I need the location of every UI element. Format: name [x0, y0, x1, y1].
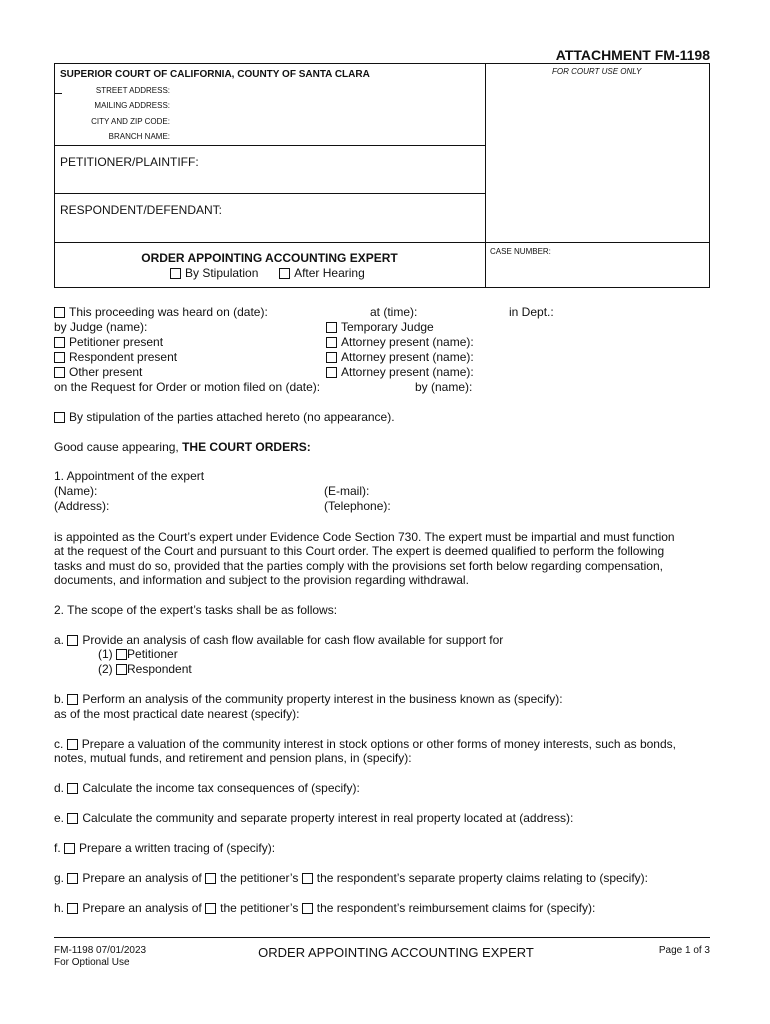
task-b-line2: as of the most practical date nearest (specify):: [54, 707, 300, 721]
attorney2-row: [326, 350, 474, 364]
task-d: [54, 781, 360, 795]
task-f-text: Prepare a written tracing of (specify):: [79, 841, 276, 855]
attorney1-label: Attorney present (name):: [341, 335, 474, 349]
attorney2-checkbox[interactable]: [326, 352, 337, 363]
petitioner-present-row: [54, 335, 163, 349]
good-cause-line: [54, 440, 311, 454]
street-address-label: STREET ADDRESS:: [95, 86, 170, 95]
task-e-text: Calculate the community and separate property interest in real property located at (address):: [82, 811, 574, 825]
task-g-text: Prepare an analysis of: [82, 871, 202, 885]
expert-name-label: (Name):: [54, 484, 98, 498]
appointment-paragraph-line: is appointed as the Court’s expert under Evidence Code Section 730. The expert must be impartial and must function: [54, 530, 675, 544]
case-number-label: CASE NUMBER:: [490, 247, 551, 256]
task-a1-checkbox[interactable]: [116, 649, 127, 660]
appointment-paragraph-line: documents, and information and subject to the provision regarding withdrawal.: [54, 573, 469, 587]
temp-judge-checkbox[interactable]: [326, 322, 337, 333]
task-h-respondent-label: the respondent’s reimbursement claims for (specify):: [316, 901, 596, 915]
task-c-label: c.: [54, 737, 64, 751]
task-c-checkbox[interactable]: [67, 739, 78, 750]
task-a1-number: (1): [98, 647, 113, 661]
respondent-present-checkbox[interactable]: [54, 352, 65, 363]
task-d-label: d.: [54, 781, 65, 795]
task-h-petitioner-label: the petitioner’s: [220, 901, 299, 915]
by-name-label: by (name):: [415, 380, 473, 394]
task-e-label: e.: [54, 811, 65, 825]
task-c-text: Prepare a valuation of the community interest in stock options or other forms of money interests, such as bonds,: [81, 737, 676, 751]
task-h-checkbox[interactable]: [67, 903, 78, 914]
petitioner-label: PETITIONER/PLAINTIFF:: [60, 155, 199, 169]
task-g: [54, 871, 648, 885]
in-dept-label: in Dept.:: [509, 305, 554, 319]
respondent-present-row: [54, 350, 177, 364]
task-c: [54, 737, 676, 751]
task-b-text: Perform an analysis of the community property interest in the business known as (specify):: [82, 692, 563, 706]
court-use-label: FOR COURT USE ONLY: [552, 67, 642, 76]
mailing-address-label: MAILING ADDRESS:: [94, 101, 170, 110]
task-f-label: f.: [54, 841, 61, 855]
expert-email-label: (E-mail):: [324, 484, 370, 498]
stipulation-checkbox[interactable]: [54, 412, 65, 423]
section1-title: 1. Appointment of the expert: [54, 469, 205, 483]
other-present-row: [54, 365, 142, 379]
task-a2-checkbox[interactable]: [116, 664, 127, 675]
good-cause-text: Good cause appearing,: [54, 440, 183, 454]
task-d-checkbox[interactable]: [67, 783, 78, 794]
attorney2-label: Attorney present (name):: [341, 350, 474, 364]
footer-rule: [54, 937, 710, 938]
task-b: [54, 692, 563, 706]
task-a-checkbox[interactable]: [67, 635, 78, 646]
order-type-options: [170, 266, 365, 280]
task-f: [54, 841, 275, 855]
section2-title: 2. The scope of the expert’s tasks shall be as follows:: [54, 603, 338, 617]
petitioner-present-checkbox[interactable]: [54, 337, 65, 348]
by-judge-label: by Judge (name):: [54, 320, 148, 334]
footer-title: ORDER APPOINTING ACCOUNTING EXPERT: [258, 945, 534, 960]
after-hearing-checkbox[interactable]: [279, 268, 290, 279]
other-present-label: Other present: [69, 365, 143, 379]
task-b-checkbox[interactable]: [67, 694, 78, 705]
appointment-paragraph-line: at the request of the Court and pursuant to this Court order. The expert is deemed qualified to perform the following: [54, 544, 665, 558]
task-g-petitioner-checkbox[interactable]: [205, 873, 216, 884]
by-stipulation-label: By Stipulation: [185, 266, 259, 280]
heard-on-row: [54, 305, 268, 319]
petitioner-present-label: Petitioner present: [69, 335, 164, 349]
optional-use: For Optional Use: [54, 957, 130, 968]
task-e: [54, 811, 573, 825]
attachment-title: ATTACHMENT FM-1198: [555, 47, 710, 63]
attorney1-row: [326, 335, 474, 349]
rule: [54, 145, 485, 146]
task-h: [54, 901, 595, 915]
form-id: FM-1198 07/01/2023: [54, 945, 147, 956]
respondent-present-label: Respondent present: [69, 350, 178, 364]
after-hearing-label: After Hearing: [294, 266, 365, 280]
task-g-petitioner-label: the petitioner’s: [220, 871, 299, 885]
task-f-checkbox[interactable]: [64, 843, 75, 854]
task-a2-label: Respondent: [127, 662, 192, 676]
expert-address-label: (Address):: [54, 499, 110, 513]
task-h-label: h.: [54, 901, 65, 915]
task-a1: [98, 647, 178, 661]
task-g-label: g.: [54, 871, 65, 885]
respondent-label: RESPONDENT/DEFENDANT:: [60, 203, 223, 217]
task-a1-label: Petitioner: [127, 647, 178, 661]
at-time-label: at (time):: [370, 305, 418, 319]
attorney3-row: [326, 365, 474, 379]
task-g-respondent-label: the respondent’s separate property claims relating to (specify):: [316, 871, 649, 885]
branch-name-label: BRANCH NAME:: [108, 132, 170, 141]
attorney1-checkbox[interactable]: [326, 337, 337, 348]
appointment-paragraph-line: tasks and must do so, provided that the parties comply with the provisions set forth below regarding compensation,: [54, 559, 663, 573]
expert-telephone-label: (Telephone):: [324, 499, 391, 513]
stipulation-row: [54, 410, 395, 424]
court-name: SUPERIOR COURT OF CALIFORNIA, COUNTY OF SANTA CLARA: [60, 69, 370, 80]
city-zip-label: CITY AND ZIP CODE:: [91, 117, 170, 126]
attorney3-checkbox[interactable]: [326, 367, 337, 378]
task-a2: [98, 662, 192, 676]
task-a: [54, 633, 503, 647]
stipulation-label: By stipulation of the parties attached hereto (no appearance).: [69, 410, 395, 424]
task-h-respondent-checkbox[interactable]: [302, 903, 313, 914]
rule: [54, 193, 485, 194]
task-e-checkbox[interactable]: [67, 813, 78, 824]
task-a2-number: (2): [98, 662, 113, 676]
order-title: ORDER APPOINTING ACCOUNTING EXPERT: [141, 251, 398, 265]
page-number: Page 1 of 3: [658, 945, 710, 956]
task-h-text: Prepare an analysis of: [82, 901, 202, 915]
heard-on-checkbox[interactable]: [54, 307, 65, 318]
task-g-checkbox[interactable]: [67, 873, 78, 884]
temp-judge-label: Temporary Judge: [341, 320, 434, 334]
other-present-checkbox[interactable]: [54, 367, 65, 378]
by-stipulation-checkbox[interactable]: [170, 268, 181, 279]
heard-on-label: This proceeding was heard on (date):: [69, 305, 268, 319]
task-g-respondent-checkbox[interactable]: [302, 873, 313, 884]
request-filed-label: on the Request for Order or motion filed on (date):: [54, 380, 321, 394]
task-a-label: a.: [54, 633, 65, 647]
temp-judge-row: [326, 320, 434, 334]
task-c-line2: notes, mutual funds, and retirement and pension plans, in (specify):: [54, 751, 412, 765]
task-b-label: b.: [54, 692, 65, 706]
task-h-petitioner-checkbox[interactable]: [205, 903, 216, 914]
caption-divider: [485, 63, 486, 288]
court-orders-heading: THE COURT ORDERS:: [182, 440, 311, 454]
rule: [54, 242, 710, 243]
attorney3-label: Attorney present (name):: [341, 365, 474, 379]
task-a-text: Provide an analysis of cash flow available for cash flow available for support for: [82, 633, 504, 647]
task-d-text: Calculate the income tax consequences of (specify):: [82, 781, 360, 795]
